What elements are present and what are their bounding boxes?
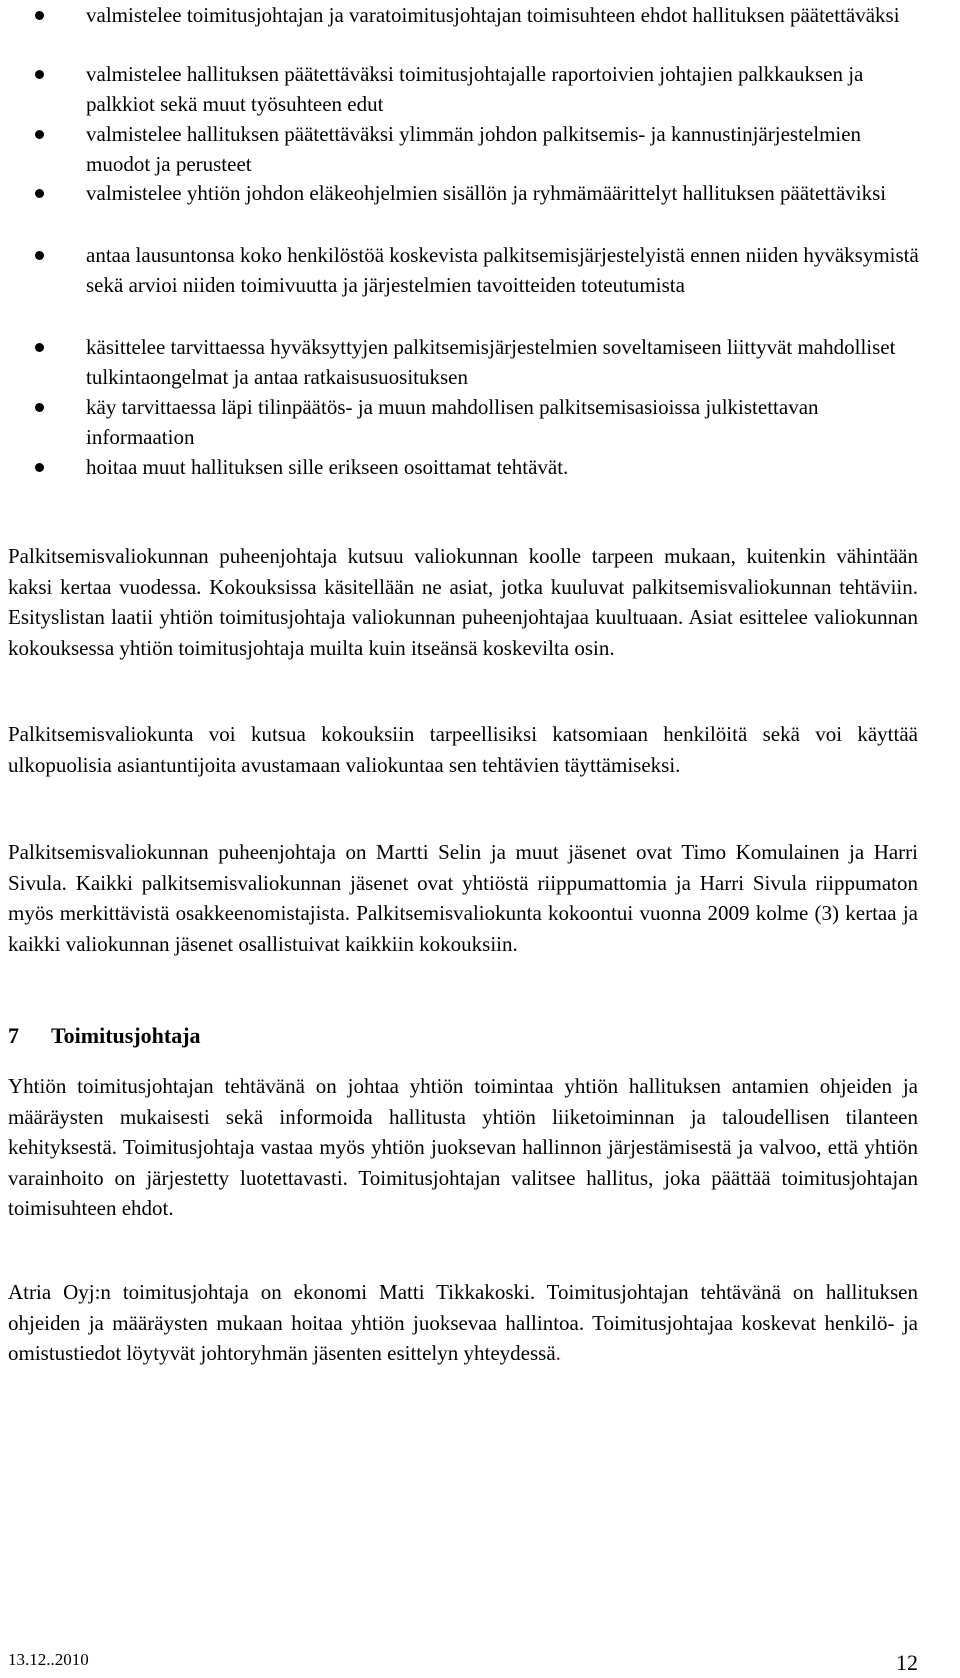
footer-date: 13.12..2010 [8,1650,89,1669]
list-item-text: valmistelee yhtiön johdon eläkeohjelmien sisällön ja ryhmämäärittelyt hallituksen päätettäviksi [86,181,887,205]
list-item [0,392,960,452]
list-item-text: hoitaa muut hallituksen sille erikseen osoittamat tehtävät. [86,455,569,479]
list-item [0,119,960,179]
list-item [0,59,960,119]
section-heading [8,1021,201,1051]
paragraph-ceo-info [8,1277,918,1369]
bullet-icon [35,343,44,352]
bullet-icon [35,463,44,472]
paragraph-experts: Palkitsemisvaliokunta voi kutsua kokouksiin tarpeellisiksi katsomiaan henkilöitä sekä voi käyttää ulkopuolisia asiantuntijoita avustamaan valiokuntaa sen tehtävien täyttämiseksi. [8,722,918,777]
bullet-icon [35,11,44,20]
list-item [0,240,960,300]
paragraph-ceo-info-text: Atria Oyj:n toimitusjohtaja on ekonomi Matti Tikkakoski. Toimitusjohtajan tehtävänä on hallituksen ohjeiden ja määräysten mukaan hoitaa yhtiön juoksevaa hallintoa. Toimitusjohtajaa koskevat henkilö- ja omistustiedot löytyvät johtoryhmän jäsenten esittelyn yhteydessä [8,1280,918,1365]
list-item [0,178,926,208]
section-title: Toimitusjohtaja [51,1023,201,1048]
bullet-icon [35,251,44,260]
list-item-text: antaa lausuntonsa koko henkilöstöä koskevista palkitsemisjärjestelyistä ennen niiden hyväksymistä sekä arvioi niiden toimivuutta ja järjestelmien tavoitteiden toteutumista [86,243,919,297]
red-period: . [555,1341,561,1365]
list-item [0,332,960,392]
list-item-text: käsittelee tarvittaessa hyväksyttyjen palkitsemisjärjestelmien soveltamiseen liittyvät mahdolliset tulkintaongelmat ja antaa ratkaisusuosituksen [86,335,896,389]
list-item-text: valmistelee hallituksen päätettäväksi ylimmän johdon palkitsemis- ja kannustinjärjestelmien muodot ja perusteet [86,122,862,176]
page-number: 12 [896,1650,918,1675]
list-item-text: valmistelee hallituksen päätettäväksi toimitusjohtajalle raportoivien johtajien palkkauksen ja palkkiot sekä muut työsuhteen edut [86,62,864,116]
paragraph-members: Palkitsemisvaliokunnan puheenjohtaja on Martti Selin ja muut jäsenet ovat Timo Komulainen ja Harri Sivula. Kaikki palkitsemisvaliokunnan jäsenet ovat yhtiöstä riippumattomia ja Harri Sivula riippumaton myös merkittävistä osakkeenomistajista. Palkitsemisvaliokunta kokoontui vuonna 2009 kolme (3) kertaa ja kaikki valiokunnan jäsenet osallistuivat kaikkiin kokouksiin. [8,840,918,956]
bullet-icon [35,189,44,198]
paragraph-ceo-duties: Yhtiön toimitusjohtajan tehtävänä on johtaa yhtiön toimintaa yhtiön hallituksen antamien ohjeiden ja määräysten mukaisesti sekä informoida hallitusta yhtiön liiketoiminnan ja taloudellisen tilanteen kehityksestä. Toimitusjohtaja vastaa myös yhtiön juoksevan hallinnon järjestämisestä ja valvoo, että yhtiön varainhoito on järjestetty luotettavasti. Toimitusjohtajan valitsee hallitus, joka päättää toimitusjohtajan toimisuhteen ehdot. [8,1074,918,1220]
bullet-icon [35,403,44,412]
list-item-text: käy tarvittaessa läpi tilinpäätös- ja muun mahdollisen palkitsemisasioissa julkistettavan informaation [86,395,819,449]
section-number: 7 [8,1023,19,1048]
list-item-text: valmistelee toimitusjohtajan ja varatoimitusjohtajan toimisuhteen ehdot hallituksen päätettäväksi [86,3,900,27]
list-item [0,452,608,482]
list-item [0,0,940,30]
bullet-icon [35,130,44,139]
bullet-icon [35,70,44,79]
paragraph-meetings: Palkitsemisvaliokunnan puheenjohtaja kutsuu valiokunnan koolle tarpeen mukaan, kuitenkin vähintään kaksi kertaa vuodessa. Kokouksissa käsitellään ne asiat, jotka kuuluvat palkitsemisvaliokunnan tehtäviin. Esityslistan laatii yhtiön toimitusjohtaja valiokunnan puheenjohtajaa kuultuaan. Asiat esittelee valiokunnan kokouksessa yhtiön toimitusjohtaja muilta kuin itseänsä koskevilta osin. [8,544,918,660]
